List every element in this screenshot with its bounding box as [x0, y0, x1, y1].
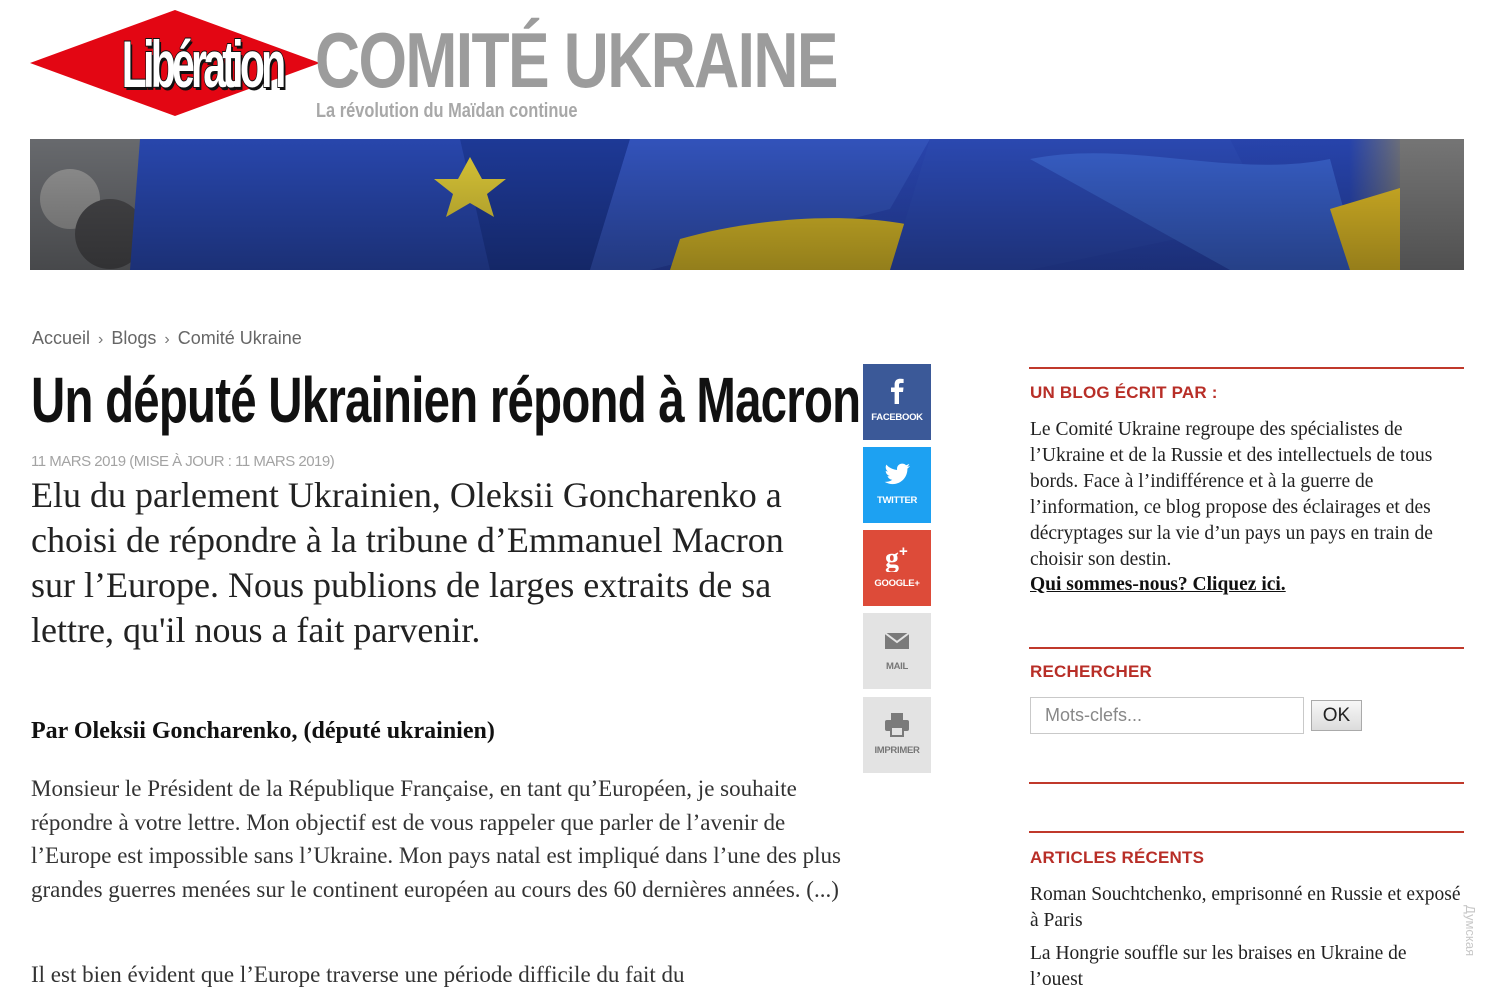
- article-lead: Elu du parlement Ukrainien, Oleksii Goncharenko a choisi de répondre à la tribune d’Emmanuel Macron sur l’Europe. Nous publions de larges extraits de sa lettre, qu'il nous a fait parvenir.: [31, 475, 784, 650]
- share-mail-label: MAIL: [885, 661, 909, 672]
- mail-icon: [882, 625, 912, 655]
- site-header: [0, 0, 1500, 135]
- about-us-link[interactable]: Qui sommes-nous? Cliquez ici.: [1030, 574, 1286, 595]
- blog-subtitle: La révolution du Maïdan continue: [316, 100, 578, 122]
- recent-articles-heading: ARTICLES RÉCENTS: [1030, 848, 1205, 867]
- share-facebook-button[interactable]: [863, 364, 931, 440]
- article-paragraph: Il est bien évident que l’Europe traverse une période difficile du fait du: [31, 962, 685, 987]
- sidebar-divider: [1029, 831, 1464, 833]
- chevron-right-icon: ›: [164, 331, 170, 348]
- watermark: Думская: [1463, 905, 1478, 957]
- print-icon: [882, 709, 912, 739]
- search-heading: RECHERCHER: [1030, 662, 1152, 681]
- share-print-label: IMPRIMER: [874, 745, 920, 756]
- chevron-right-icon: ›: [98, 331, 104, 348]
- sidebar-divider: [1029, 647, 1464, 649]
- breadcrumb: [32, 328, 302, 349]
- search-input[interactable]: [1030, 697, 1304, 734]
- search-submit-button[interactable]: OK: [1311, 700, 1362, 731]
- author-description: Le Comité Ukraine regroupe des spécialistes de l’Ukraine et de la Russie et des intellectuels de tous bords. Face à l’indifférence et à la guerre de l’information, ce blog propose des éclairages et des décryptages sur la vie d’un pays un pays en train de choisir son destin.: [1030, 419, 1433, 570]
- svg-text:g: g: [885, 543, 899, 572]
- header-banner-image: [30, 139, 1464, 270]
- share-print-button[interactable]: [863, 697, 931, 773]
- article-date: 11 MARS 2019 (MISE À JOUR : 11 MARS 2019): [31, 453, 335, 470]
- article-byline: Par Oleksii Goncharenko, (député ukrainien): [31, 718, 495, 744]
- share-mail-button[interactable]: [863, 613, 931, 689]
- breadcrumb-comite-ukraine[interactable]: Comité Ukraine: [177, 328, 302, 348]
- twitter-icon: [882, 459, 912, 489]
- liberation-logo[interactable]: [30, 10, 320, 116]
- breadcrumb-blogs[interactable]: Blogs: [111, 328, 157, 348]
- google-plus-icon: [882, 542, 912, 572]
- author-heading: UN BLOG ÉCRIT PAR :: [1030, 383, 1218, 402]
- share-google-plus-label: GOOGLE+: [874, 578, 920, 589]
- article-title: Un député Ukrainien répond à Macron: [31, 364, 861, 436]
- share-twitter-button[interactable]: [863, 447, 931, 523]
- breadcrumb-home[interactable]: Accueil: [32, 328, 91, 348]
- blog-title[interactable]: COMITÉ UKRAINE: [315, 16, 837, 104]
- recent-article-link[interactable]: La Hongrie souffle sur les braises en Ukraine de l’ouest: [1030, 943, 1407, 990]
- article-paragraph: Monsieur le Président de la République Française, en tant qu’Européen, je souhaite répondre à votre lettre. Mon objectif est de vous rappeler que parler de l’avenir de l’Europe est impossible sans l’Ukraine. Mon pays natal est impliqué dans l’une des plus grandes guerres menées sur le continent européen au cours des 60 dernières années. (...): [31, 776, 841, 902]
- share-facebook-label: FACEBOOK: [871, 412, 923, 423]
- sidebar-divider: [1029, 367, 1464, 369]
- logo-text: Libération: [121, 27, 283, 101]
- share-google-plus-button[interactable]: [863, 530, 931, 606]
- facebook-icon: [882, 376, 912, 406]
- sidebar-divider: [1029, 782, 1464, 784]
- recent-article-link[interactable]: Roman Souchtchenko, emprisonné en Russie et exposé à Paris: [1030, 884, 1461, 931]
- svg-text:+: +: [899, 543, 908, 560]
- share-twitter-label: TWITTER: [876, 495, 918, 506]
